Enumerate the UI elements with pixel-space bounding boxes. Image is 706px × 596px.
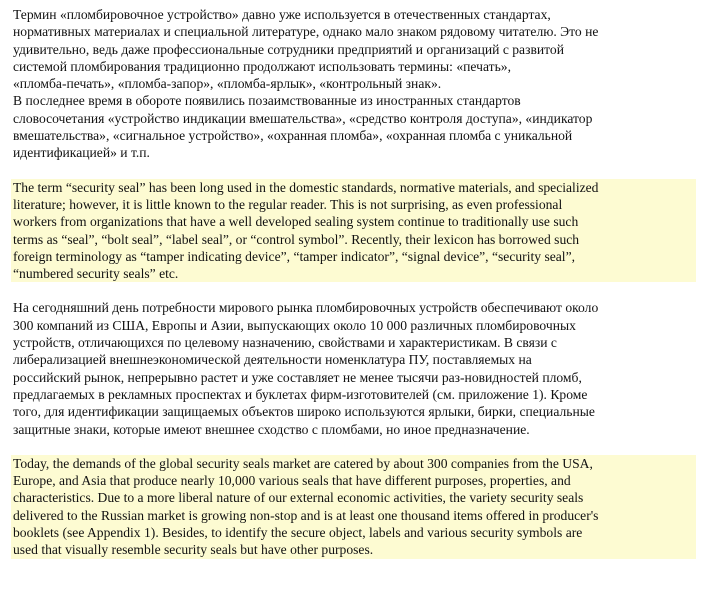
text-line: того, для идентификации защищаемых объектов широко используются ярлыки, бирки, специальные [13, 404, 595, 420]
text-line: booklets (see Appendix 1). Besides, to identify the secure object, labels and various security symbols are [13, 525, 583, 541]
text-line: словосочетания «устройство индикации вмешательства», «средство контроля доступа», «индикатор [13, 110, 593, 126]
text-line: Термин «пломбировочное устройство» давно уже используется в отечественных стандартах, [13, 7, 551, 22]
text-line: предлагаемых в рекламных проспектах и буклетах фирм-изготовителей (см. приложение 1). Кроме [13, 386, 588, 402]
paragraph-gap [11, 282, 696, 299]
text-line: Europe, and Asia that produce nearly 10,000 various seals that have different purposes, properties, and [13, 473, 571, 489]
text-line: устройств, отличающихся по целевому назначению, свойствами и характеристикам. В связи с [13, 335, 557, 351]
text-line: удивительно, ведь даже профессиональные сотрудники предприятий и организаций с развитой [13, 41, 564, 57]
paragraph-gap [11, 162, 696, 179]
text-line: The term “security seal” has been long used in the domestic standards, normative materials, and specialized [13, 179, 599, 195]
text-line: идентификацией» и т.п. [13, 145, 150, 161]
text-line: вмешательства», «сигнальное устройство», «охранная пломба», «охранная пломба с уникальной [13, 128, 573, 144]
text-line: literature; however, it is little known to the regular reader. This is not surprising, as even professional [13, 196, 563, 212]
text-line: российский рынок, непрерывно растет и уже составляет не менее тысячи раз-новидностей пломб, [13, 369, 582, 385]
text-line: 300 компаний из США, Европы и Азии, выпускающих около 10 000 различных пломбировочных [13, 317, 576, 333]
english-paragraph-2 [11, 455, 696, 559]
paragraph-gap [11, 438, 696, 455]
text-line: либерализацией внешнеэкономической деятельности номенклатура ПУ, поставляемых на [13, 352, 532, 368]
text-line: workers from organizations that have a well developed sealing system continue to traditionally use such [13, 214, 579, 230]
russian-paragraph-2 [11, 299, 696, 437]
text-line: системой пломбирования традиционно продолжают использовать термины: «печать», [13, 58, 511, 74]
text-line: защитные знаки, которые имеют внешнее сходство с пломбами, но иное предназначение. [13, 421, 530, 437]
russian-paragraph-1 [11, 6, 696, 162]
text-line: used that visually resemble security seals but have other purposes. [13, 542, 374, 558]
text-line: terms as “seal”, “bolt seal”, “label seal”, or “control symbol”. Recently, their lexicon has borrowed such [13, 231, 580, 247]
text-line: В последнее время в обороте появились позаимствованные из иностранных стандартов [13, 93, 521, 109]
english-paragraph-1 [11, 179, 696, 283]
text-line: delivered to the Russian market is growing non-stop and is at least one thousand items offered in producer's [13, 507, 599, 523]
text-line: На сегодняшний день потребности мирового рынка пломбировочных устройств обеспечивают около [13, 300, 599, 316]
text-line: нормативных материалах и специальной литературе, однако мало знаком рядовому читателю. Это не [13, 24, 599, 40]
text-line: Today, the demands of the global security seals market are catered by about 300 companies from the USA, [13, 455, 593, 471]
text-line: characteristics. Due to a more liberal nature of our external economic activities, the variety security seals [13, 490, 584, 506]
text-line: “numbered security seals” etc. [13, 266, 179, 282]
text-line: foreign terminology as “tamper indicating device”, “tamper indicator”, “signal device”, “security seal”, [13, 248, 576, 264]
text-line: «пломба-печать», «пломба-запор», «пломба-ярлык», «контрольный знак». [13, 76, 442, 92]
